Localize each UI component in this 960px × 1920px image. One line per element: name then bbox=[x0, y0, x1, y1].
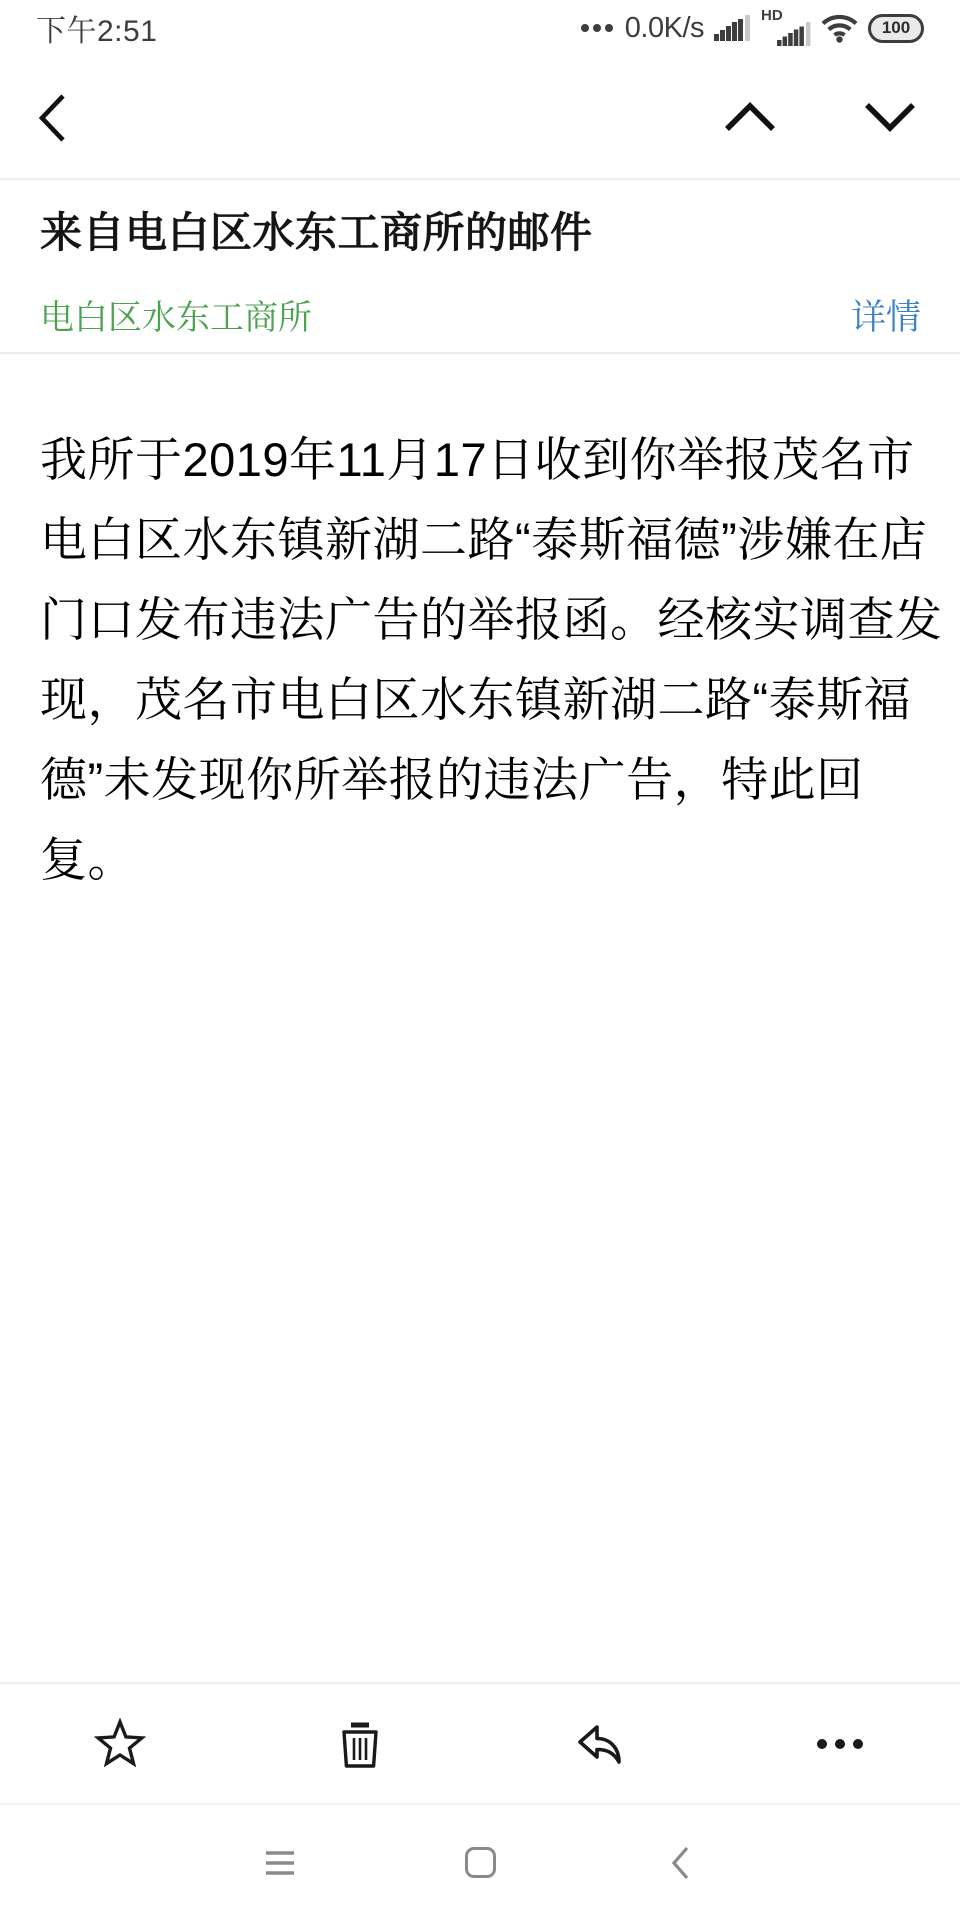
star-icon bbox=[94, 1718, 146, 1770]
top-navigation-bar bbox=[0, 56, 960, 178]
star-button[interactable] bbox=[0, 1684, 240, 1803]
system-navigation-bar bbox=[0, 1803, 960, 1920]
next-email-button[interactable] bbox=[863, 100, 917, 134]
more-dots-icon bbox=[815, 1738, 865, 1750]
previous-email-button[interactable] bbox=[723, 100, 777, 134]
email-body-line: 门口发布违法广告的举报函。经核实调查发 bbox=[40, 593, 943, 646]
email-toolbar bbox=[0, 1682, 960, 1803]
reply-button[interactable] bbox=[480, 1684, 720, 1803]
sender-name: 电白区水东工商所 bbox=[40, 299, 312, 337]
divider bbox=[0, 178, 960, 180]
email-body-line: 现，茂名市电白区水东镇新湖二路“泰斯福 bbox=[40, 673, 912, 726]
home-button[interactable] bbox=[460, 1843, 500, 1883]
chevron-left-icon bbox=[670, 1846, 690, 1880]
email-body-line: 电白区水东镇新湖二路“泰斯福德”涉嫌在店 bbox=[40, 513, 928, 566]
signal-bars-icon bbox=[714, 15, 751, 41]
clock: 下午2:51 bbox=[36, 15, 158, 48]
details-link[interactable]: 详情 bbox=[850, 298, 921, 337]
trash-icon bbox=[336, 1719, 384, 1769]
email-body bbox=[40, 420, 943, 900]
battery-icon bbox=[868, 14, 924, 43]
network-speed: 0.0K/s bbox=[624, 11, 704, 44]
status-bar-right bbox=[581, 8, 924, 48]
hd-signal-bars-icon bbox=[777, 22, 811, 46]
system-back-button[interactable] bbox=[660, 1843, 700, 1883]
back-button[interactable] bbox=[32, 91, 72, 145]
status-bar bbox=[0, 0, 960, 56]
more-button[interactable] bbox=[720, 1684, 960, 1803]
battery-level: 100 bbox=[881, 18, 911, 37]
email-body-line: 我所于2019年11月17日收到你举报茂名市 bbox=[40, 433, 915, 486]
divider bbox=[0, 352, 960, 354]
hd-signal-icon bbox=[761, 8, 811, 48]
hd-label: HD bbox=[761, 7, 783, 24]
chevron-down-icon bbox=[863, 101, 917, 133]
chevron-left-icon bbox=[36, 92, 68, 144]
sender-row bbox=[40, 290, 921, 340]
wifi-icon bbox=[821, 14, 858, 43]
email-pager-buttons bbox=[723, 100, 917, 134]
email-body-line: 德”未发现你所举报的违法广告，特此回 bbox=[40, 753, 864, 806]
chevron-up-icon bbox=[723, 101, 777, 133]
reply-icon bbox=[575, 1722, 625, 1766]
menu-lines-icon bbox=[264, 1849, 296, 1877]
email-subject: 来自电白区水东工商所的邮件 bbox=[40, 209, 593, 256]
email-body-line: 复。 bbox=[40, 833, 135, 886]
delete-button[interactable] bbox=[240, 1684, 480, 1803]
network-activity-dots-icon bbox=[581, 24, 613, 32]
recents-button[interactable] bbox=[260, 1843, 300, 1883]
home-icon bbox=[465, 1847, 496, 1878]
